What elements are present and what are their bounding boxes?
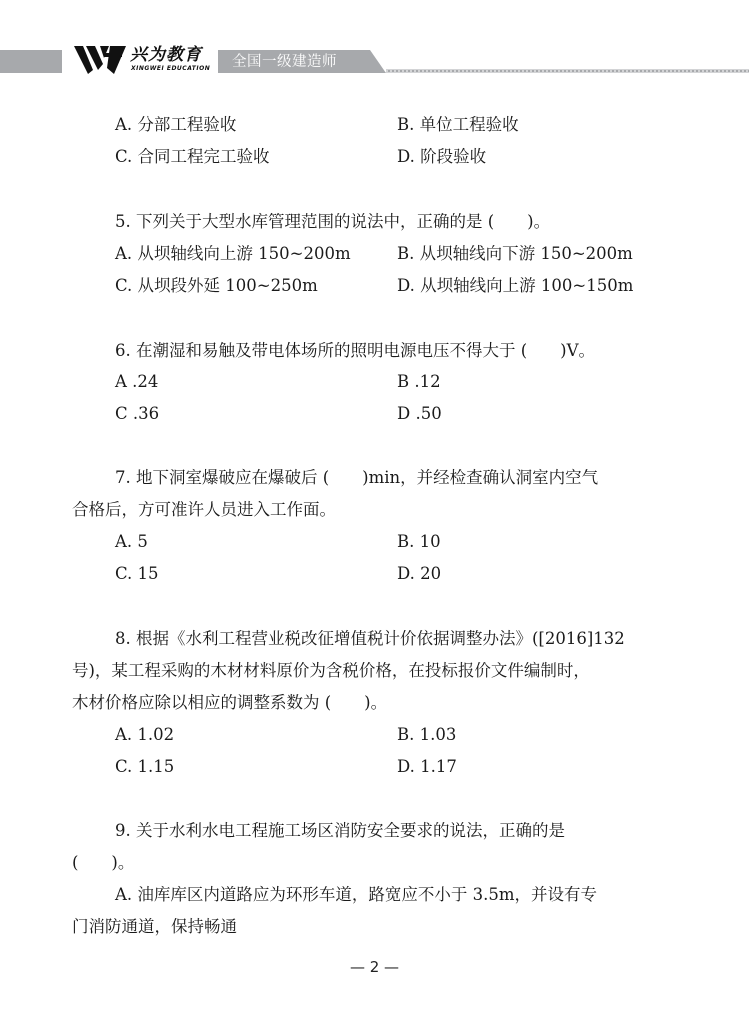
- page-header: [0, 0, 749, 84]
- page-number: — 2 —: [349, 958, 400, 976]
- q8-stem-line-2: 号)，某工程采购的木材材料原价为含税价格，在投标报价文件编制时，: [72, 661, 590, 680]
- q7-option-d: D. 20: [397, 564, 442, 583]
- q4-option-a: A. 分部工程验收: [115, 115, 237, 134]
- q4-option-d: D. 阶段验收: [397, 147, 487, 166]
- q7-stem-line-2: 合格后，方可准许人员进入工作面。: [72, 500, 336, 519]
- q5-option-a: A. 从坝轴线向上游 150~200m: [115, 244, 351, 263]
- q8-stem-line-3: 木材价格应除以相应的调整系数为 ( )。: [72, 693, 388, 712]
- q4-option-c: C. 合同工程完工验收: [115, 147, 270, 166]
- q9-option-a-line-1: A. 油库库区内道路应为环形车道，路宽应不小于 3.5m，并设有专: [115, 885, 598, 904]
- q6-option-b: B .12: [397, 372, 441, 391]
- q8-option-a: A. 1.02: [115, 725, 175, 744]
- q8-option-b: B. 1.03: [397, 725, 457, 744]
- q7-stem-line-1: 7. 地下洞室爆破应在爆破后 ( )min，并经检查确认洞室内空气: [115, 468, 599, 487]
- q6-option-c: C .36: [115, 404, 160, 423]
- q7-option-a: A. 5: [115, 532, 148, 551]
- q9-option-a-line-2: 门消防通道，保持畅通: [72, 917, 237, 936]
- q7-option-b: B. 10: [397, 532, 441, 551]
- q5-option-c: C. 从坝段外延 100~250m: [115, 276, 318, 295]
- q6-option-d: D .50: [397, 404, 442, 423]
- q5-stem: 5. 下列关于大型水库管理范围的说法中，正确的是 ( )。: [115, 212, 551, 231]
- q8-option-c: C. 1.15: [115, 757, 175, 776]
- q4-option-b: B. 单位工程验收: [397, 115, 519, 134]
- brand-name-en: XINGWEI EDUCATION: [131, 65, 211, 72]
- q9-stem-line-1: 9. 关于水利水电工程施工场区消防安全要求的说法，正确的是: [115, 821, 565, 840]
- q7-option-c: C. 15: [115, 564, 159, 583]
- q6-stem: 6. 在潮湿和易触及带电体场所的照明电源电压不得大于 ( )V。: [115, 341, 596, 360]
- brand-logo-icon: [74, 44, 126, 76]
- q6-option-a: A .24: [115, 372, 159, 391]
- q5-option-b: B. 从坝轴线向下游 150~200m: [397, 244, 633, 263]
- brand-name: 兴为教育: [130, 45, 202, 65]
- q8-stem-line-1: 8. 根据《水利工程营业税改征增值税计价依据调整办法》([2016]132: [115, 629, 625, 648]
- series-title: 全国一级建造师: [232, 54, 337, 70]
- q8-option-d: D. 1.17: [397, 757, 457, 776]
- q9-stem-line-2: ( )。: [72, 853, 135, 872]
- q5-option-d: D. 从坝轴线向上游 100~150m: [397, 276, 634, 295]
